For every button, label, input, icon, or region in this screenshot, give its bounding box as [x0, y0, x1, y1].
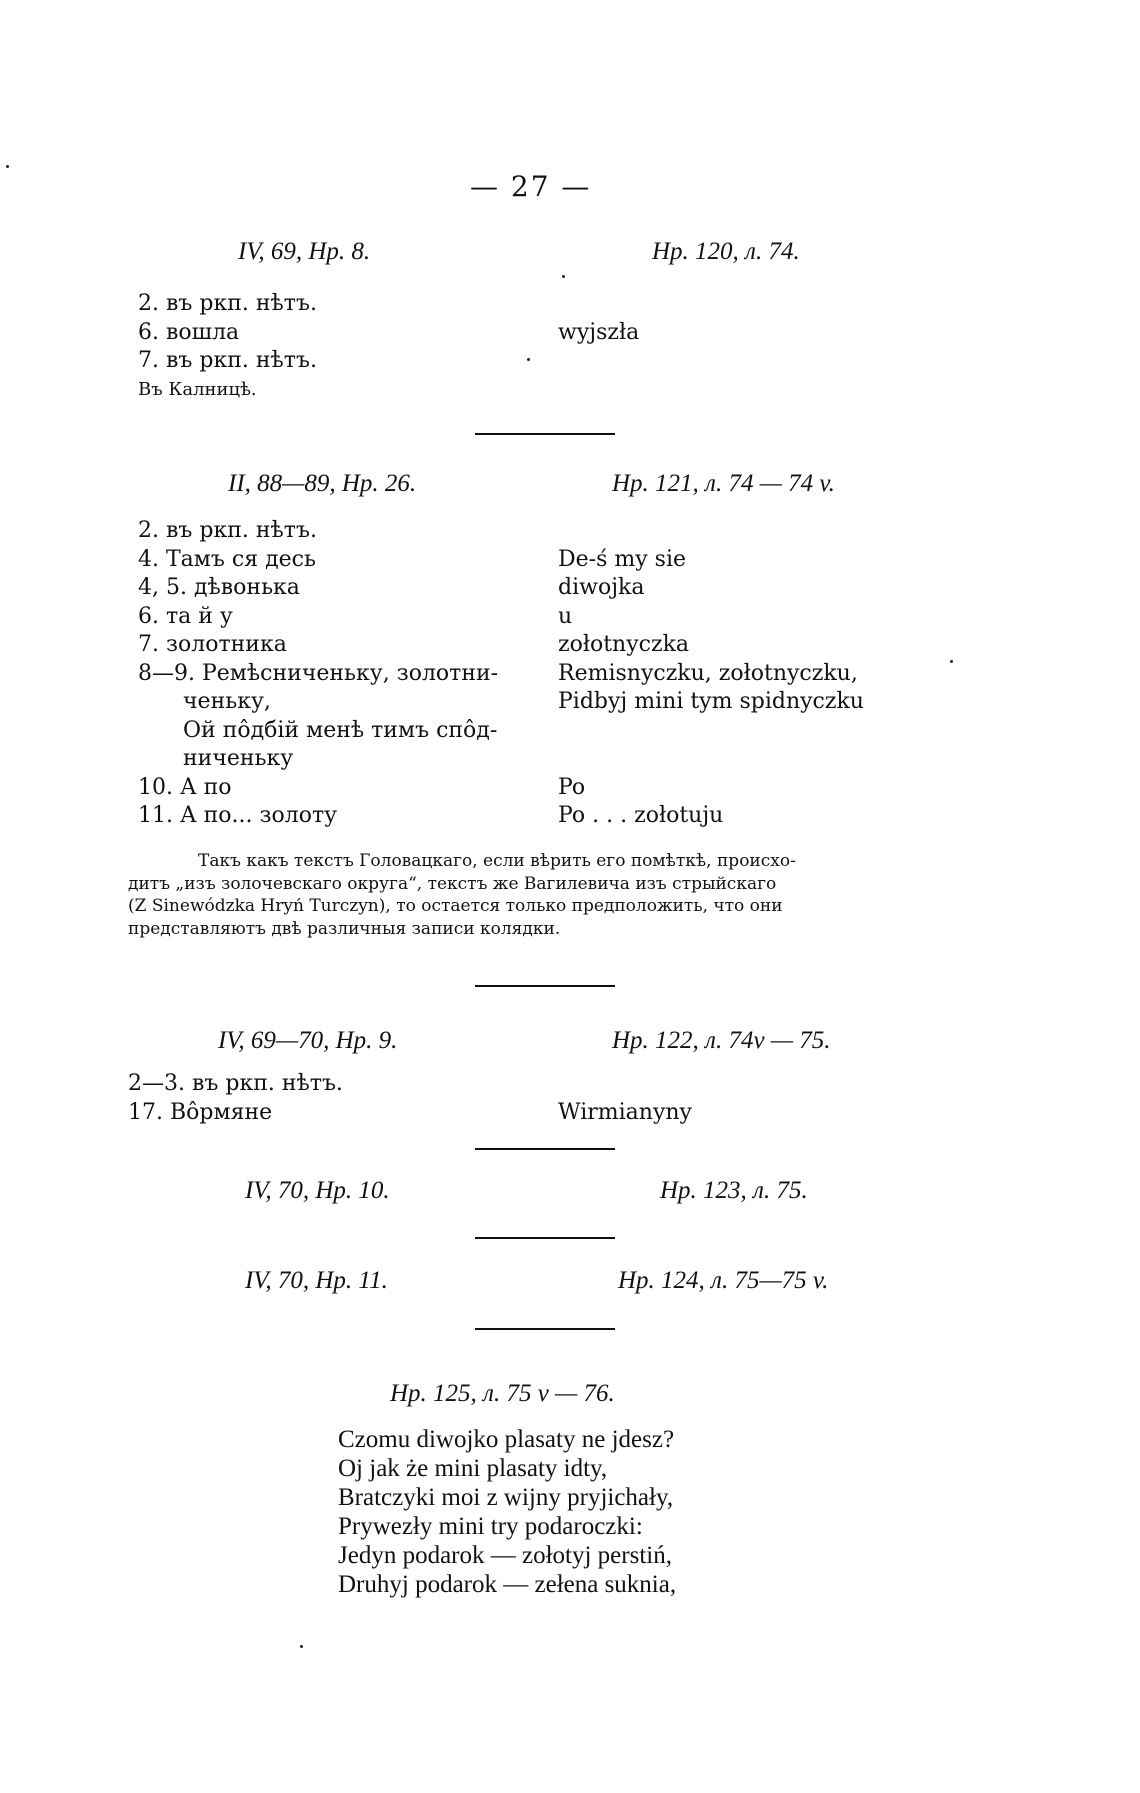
page-number: — 27 — [470, 170, 592, 203]
variant-line: 2—3. въ ркп. нѣтъ. [128, 1071, 343, 1096]
variant-line: 17. Вôрмяне [128, 1099, 273, 1125]
section-3-left-column [128, 1070, 343, 1127]
variant-line: Remisnyczku, zołotnyczku, [558, 660, 858, 686]
variant-line: 7. золотника [138, 632, 287, 657]
variant-line [558, 517, 864, 546]
section-1-left-header: IV, 69, Hp. 8. [238, 238, 371, 265]
variant-line: 8—9. Ремѣсниченьку, золотни- [138, 660, 499, 686]
variant-line: 4. Тамъ ся десь [138, 546, 316, 572]
variant-line: Po . . . zołotuju [558, 803, 724, 828]
variant-line [558, 745, 864, 774]
song-line: Bratczyki moi z wijny pryjichały, [338, 1484, 674, 1511]
variant-line [558, 717, 864, 746]
section-2-left-column [138, 517, 498, 831]
variant-line: 10. А по [138, 774, 232, 800]
scan-speck [527, 358, 530, 361]
section-4-left-header: IV, 70, Hp. 10. [245, 1177, 390, 1204]
variant-line: Ой пôдбій менѣ тимъ спôд- [183, 717, 498, 743]
section-divider [475, 985, 615, 987]
scan-speck [562, 275, 565, 278]
section-1-right-column [558, 290, 639, 376]
section-4-right-header: Hp. 123, л. 75. [660, 1177, 808, 1204]
variant-line: De-ś my sie [558, 546, 687, 572]
variant-line: 4, 5. дѣвонька [138, 575, 300, 600]
variant-line: ченьку, [183, 689, 271, 714]
section-2-right-column [558, 517, 864, 831]
section-5-right-header: Hp. 124, л. 75—75 v. [618, 1267, 829, 1294]
variant-line [558, 290, 639, 319]
scan-speck [300, 1645, 303, 1648]
scan-speck [6, 165, 9, 168]
section-divider [475, 1237, 615, 1239]
section-2-left-header: II, 88—89, Hp. 26. [228, 470, 417, 497]
note-line: дитъ „изъ золочевскаго округа“, текстъ же Вагилевича изъ стрыйскаго [128, 873, 777, 894]
section-3-right-column [558, 1070, 692, 1127]
variant-line: diwojka [558, 575, 645, 600]
song-line: Prywezły mini try podaroczki: [338, 1513, 643, 1540]
section-3-right-header: Hp. 122, л. 74v — 75. [612, 1027, 831, 1054]
note-line: (Z Sinewódzka Hryń Turczyn), то остается только предположить, что они [128, 896, 783, 916]
section-divider [475, 1148, 615, 1150]
final-section-header: Hp. 125, л. 75 v — 76. [390, 1380, 615, 1407]
variant-line [558, 347, 639, 376]
song-text [338, 1425, 676, 1599]
section-1-left-column [138, 290, 317, 404]
variant-line: ниченьку [183, 746, 294, 771]
variant-line: zołotnyczka [558, 632, 690, 657]
section-divider [475, 433, 615, 435]
variant-line: 6. вошла [138, 319, 240, 345]
variant-line: 7. въ ркп. нѣтъ. [138, 348, 317, 373]
variant-line: Wirmianyny [558, 1099, 692, 1125]
variant-line: 6. та й у [138, 603, 233, 629]
variant-line: 2. въ ркп. нѣтъ. [138, 518, 317, 543]
variant-line: 11. А по... золоту [138, 803, 338, 828]
variant-line: Po [558, 774, 586, 800]
variant-line: Pidbyj mini tym spidnyczku [558, 689, 864, 714]
variant-line: u [558, 603, 573, 629]
song-line: Oj jak że mini plasaty idty, [338, 1455, 608, 1482]
note-line: Такъ какъ текстъ Головацкаго, если вѣрить его помѣткѣ, происхо- [198, 851, 796, 871]
song-line: Druhyj podarok — zełena suknia, [338, 1571, 677, 1598]
song-line: Jedyn podarok — zołotyj perstiń, [338, 1542, 672, 1569]
section-3-left-header: IV, 69—70, Hp. 9. [218, 1027, 398, 1054]
song-line: Czomu diwojko plasaty ne jdesz? [338, 1426, 675, 1453]
section-2-right-header: Hp. 121, л. 74 — 74 v. [612, 470, 835, 497]
section-1-right-header: Hp. 120, л. 74. [652, 238, 800, 265]
section-5-left-header: IV, 70, Hp. 11. [245, 1267, 388, 1294]
variant-line [558, 1070, 692, 1099]
variant-line: 2. въ ркп. нѣтъ. [138, 291, 317, 316]
note-line: представляютъ двѣ различныя записи колядки. [128, 918, 561, 939]
place-note: Въ Калницѣ. [138, 378, 257, 400]
scan-speck [950, 660, 953, 663]
section-divider [475, 1328, 615, 1330]
editorial-note [128, 850, 988, 940]
variant-line: wyjszła [558, 319, 640, 345]
